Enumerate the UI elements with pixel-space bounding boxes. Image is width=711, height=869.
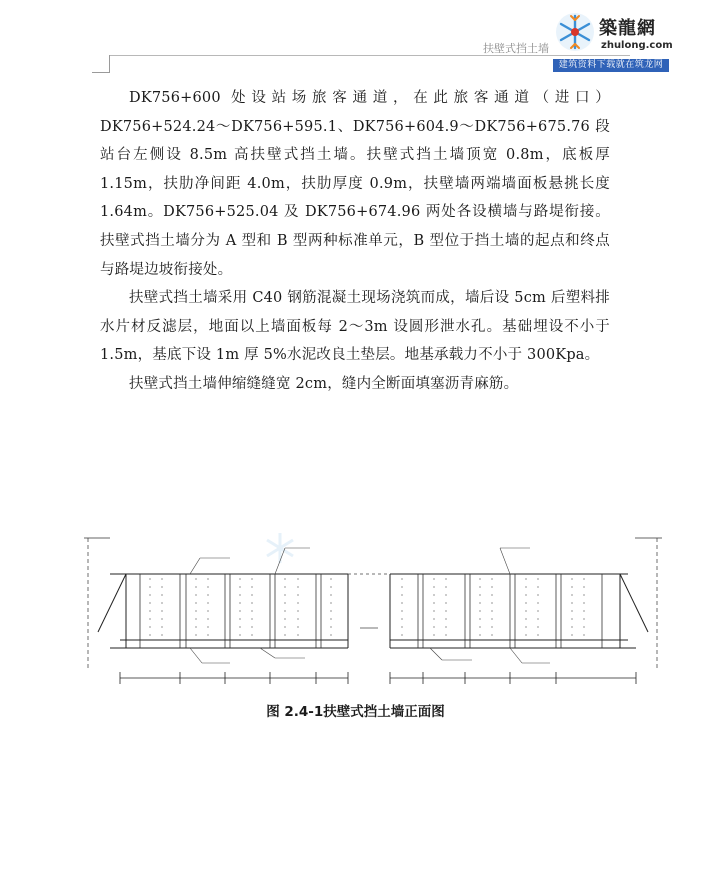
snowflake-icon <box>555 12 595 52</box>
paragraph-3: 扶壁式挡土墙伸缩缝缝宽 2cm，缝内全断面填塞沥青麻筋。 <box>129 375 519 392</box>
logo-slogan: 建筑资料下载就在筑龙网 <box>553 59 669 72</box>
engineering-drawing <box>80 508 665 693</box>
logo-name: 築龍網 <box>599 18 656 39</box>
corner-crop-mark <box>92 55 110 73</box>
header-title: 扶壁式挡土墙 <box>483 42 549 55</box>
paragraph-1: DK756+600 处设站场旅客通道，在此旅客通道（进口）DK756+524.24～DK756+595.1、DK756+604.9～DK756+675.76 段站台左侧设 8.5m 高扶壁式挡土墙。扶壁式挡土墙顶宽 0.8m，底板厚 1.15m，扶肋净间距 4.0m，扶肋厚度 0.9m，扶壁墙两端墙面板悬挑长度 1.64m。DK756+525.04 及 DK756+674.96 两处各设横墙与路堤衔接。扶壁式挡土墙分为 A 型和 B 型两种标准单元，B 型位于挡土墙的起点和终点与路堤边坡衔接处。 <box>100 90 610 278</box>
paragraph-2: 扶壁式挡土墙采用 C40 钢筋混凝土现场浇筑而成，墙后设 5cm 后塑料排水片材反滤层，地面以上墙面板每 2～3m 设圆形泄水孔。基础埋设不小于 1.5m，基底下设 1m 厚 5%水泥改良土垫层。地基承载力不小于 300Kpa。 <box>100 290 610 364</box>
retaining-wall-elevation-drawing <box>80 508 665 693</box>
logo-url: zhulong.com <box>601 40 673 51</box>
zhulong-logo <box>551 8 671 74</box>
body-text <box>100 84 610 399</box>
page-header <box>0 0 711 80</box>
figure-caption: 图 2.4-1扶壁式挡土墙正面图 <box>266 704 445 720</box>
